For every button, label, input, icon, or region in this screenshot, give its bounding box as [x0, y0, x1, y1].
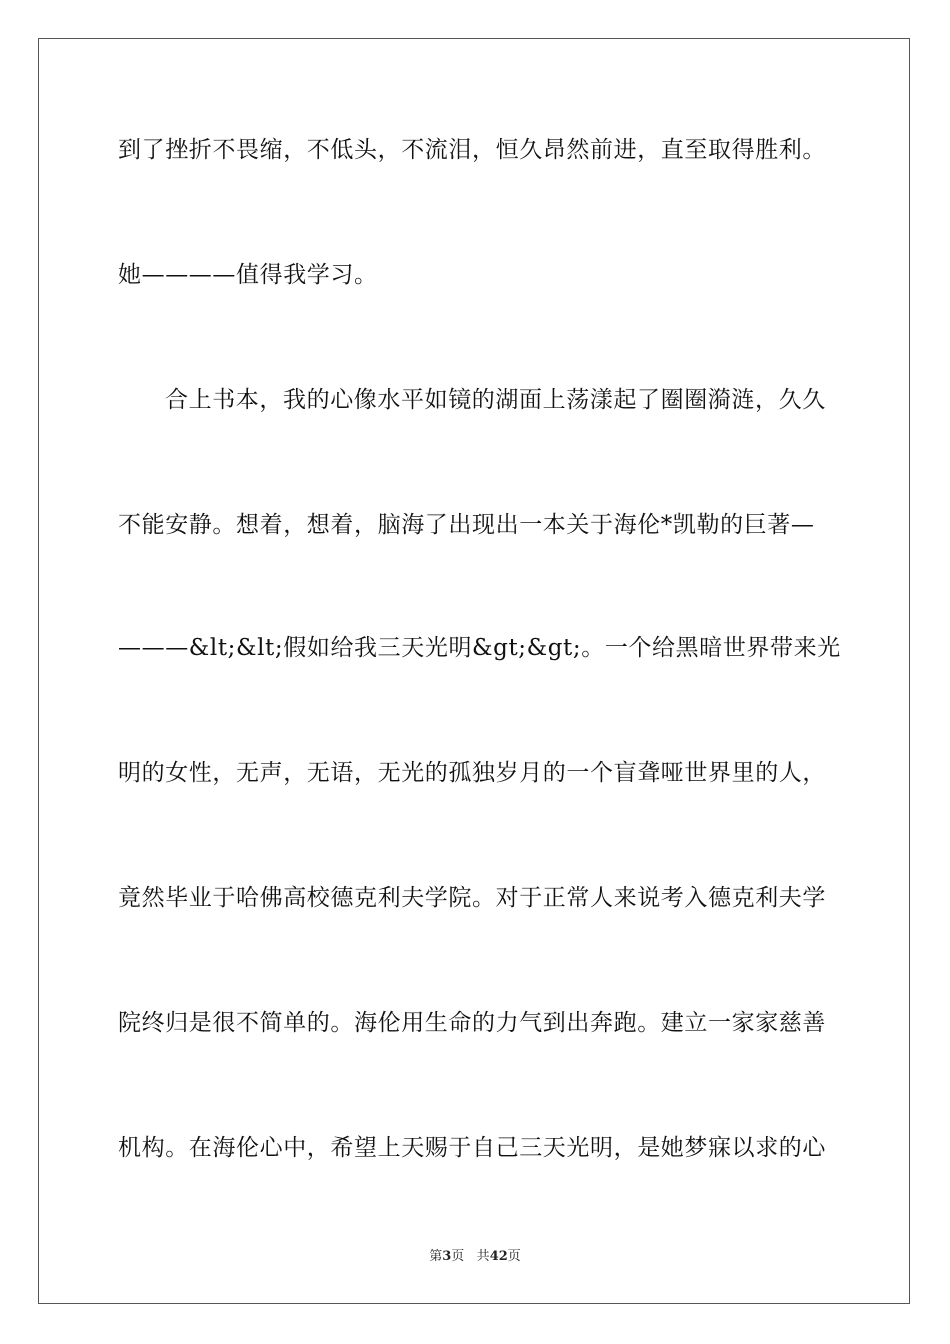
paragraph-line: ———&lt;&lt;假如给我三天光明&gt;&gt;。一个给黑暗世界带来光 [118, 635, 841, 661]
page-suffix: 页 [451, 1249, 465, 1264]
page-prefix: 第 [429, 1249, 443, 1264]
paragraph-line: 不能安静。想着，想着，脑海了出现出一本关于海伦*凯勒的巨著— [118, 512, 815, 538]
paragraph-line: 她————值得我学习。 [118, 262, 378, 288]
page-border [38, 38, 910, 1304]
paragraph-line: 机构。在海伦心中，希望上天赐于自己三天光明，是她梦寐以求的心 [118, 1135, 826, 1161]
footer-gap [464, 1249, 476, 1264]
total-page-count: 42 [489, 1249, 508, 1264]
total-prefix: 共 [476, 1249, 490, 1264]
total-suffix: 页 [507, 1249, 521, 1264]
paragraph-line: 院终归是很不简单的。海伦用生命的力气到出奔跑。建立一家家慈善 [118, 1010, 826, 1036]
page-footer [0, 1248, 950, 1266]
paragraph-line: 竟然毕业于哈佛高校德克利夫学院。对于正常人来说考入德克利夫学 [118, 885, 826, 911]
paragraph-line: 合上书本，我的心像水平如镜的湖面上荡漾起了圈圈漪涟，久久 [165, 387, 826, 413]
current-page-number: 3 [442, 1249, 452, 1264]
paragraph-line: 到了挫折不畏缩，不低头，不流泪，恒久昂然前进，直至取得胜利。 [118, 137, 826, 163]
paragraph-line: 明的女性，无声，无语，无光的孤独岁月的一个盲聋哑世界里的人， [118, 760, 826, 786]
